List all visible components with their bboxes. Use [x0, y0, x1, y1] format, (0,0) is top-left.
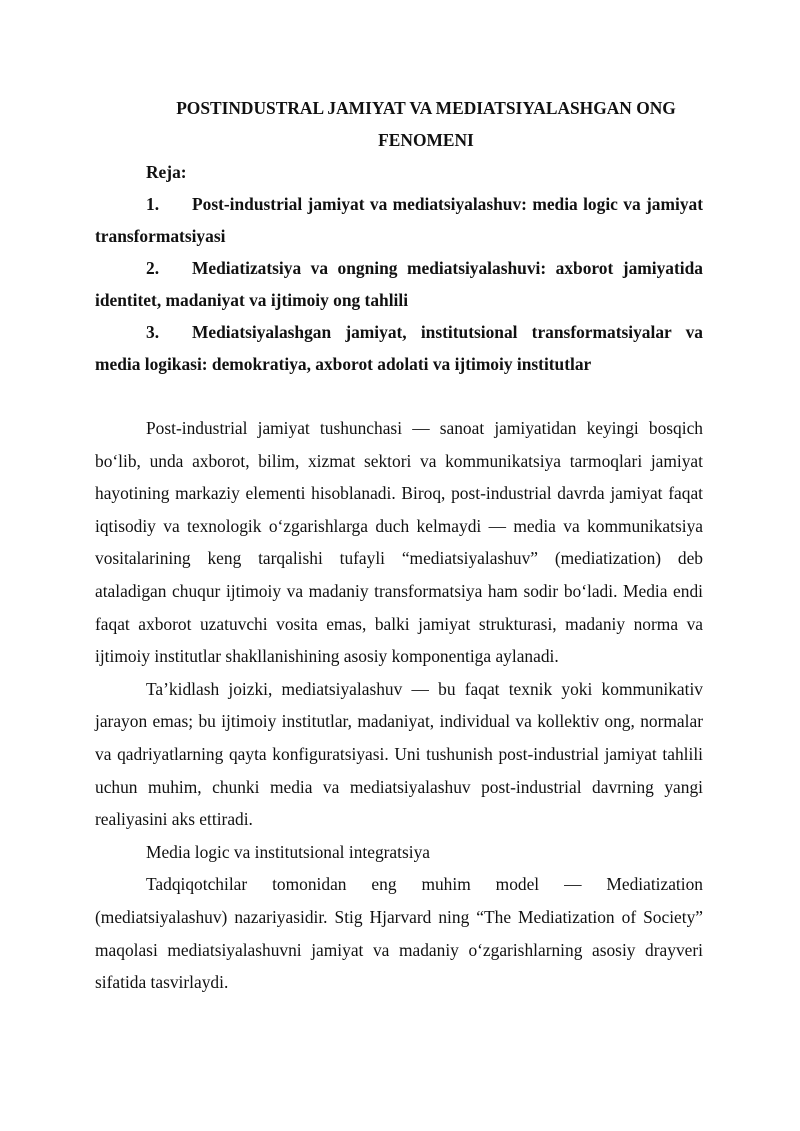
plan-item-text: Post-industrial jamiyat va mediatsiyalashuv: media logic va jamiyat transformatsiyasi [95, 194, 703, 246]
body-paragraph: Ta’kidlash joizki, mediatsiyalashuv — bu faqat texnik yoki kommunikativ jarayon emas; bu ijtimoiy institutlar, madaniyat, individual va kollektiv ong, normalar va qadriyatlarning qayta konfiguratsiyasi. Uni tushunish post-industrial jamiyat tahlili uchun muhim, chunki media va mediatsiyalashuv post-industrial davrning yangi realiyasini aks ettiradi. [95, 678, 703, 830]
body-paragraph: Tadqiqotchilar tomonidan eng muhim model — Mediatization (mediatsiyalashuv) nazariyasidir. Stig Hjarvard ning “The Mediatization of Society” maqolasi mediatsiyalashuvni jamiyat va madaniy o‘zgarishlarning asosiy drayveri sifatida tasvirlaydi. [95, 874, 703, 993]
plan-item [95, 316, 703, 380]
blank-line [95, 380, 703, 412]
plan-item-number: 1. [146, 194, 160, 214]
body-paragraph: Post-industrial jamiyat tushunchasi — sanoat jamiyatidan keyingi bosqich bo‘lib, unda axborot, bilim, xizmat sektori va kommunikatsiya tarmoqlari jamiyat hayotining markaziy elementi hisoblanadi. Biroq, post-industrial davrda jamiyat faqat iqtisodiy va texnologik o‘zgarishlarga duch kelmaydi — media va kommunikatsiya vositalarining keng tarqalishi tufayli “mediatsiyalashuv” (mediatization) deb ataladigan chuqur ijtimoiy va madaniy transformatsiya ham sodir bo‘ladi. Media endi faqat axborot uzatuvchi vosita emas, balki jamiyat strukturasi, madaniy norma va ijtimoiy institutlar shakllanishining asosiy komponentiga aylanadi. [95, 418, 703, 667]
plan-item-text: Mediatizatsiya va ongning mediatsiyalashuvi: axborot jamiyatida identitet, madaniyat va ijtimoiy ong tahlili [95, 258, 703, 310]
plan-list [95, 188, 703, 380]
plan-item [95, 188, 703, 252]
plan-item-number: 3. [146, 322, 160, 342]
document-title: POSTINDUSTRAL JAMIYAT VA MEDIATSIYALASHGAN ONG FENOMENI [176, 98, 676, 150]
plan-item-text: Mediatsiyalashgan jamiyat, institutsional transformatsiyalar va media logikasi: demokratiya, axborot adolati va ijtimoiy institutlar [95, 322, 703, 374]
plan-label: Reja: [146, 162, 187, 182]
document-page [95, 92, 703, 999]
plan-item-number: 2. [146, 258, 160, 278]
section-subheading: Media logic va institutsional integratsiya [146, 841, 430, 862]
plan-item [95, 252, 703, 316]
